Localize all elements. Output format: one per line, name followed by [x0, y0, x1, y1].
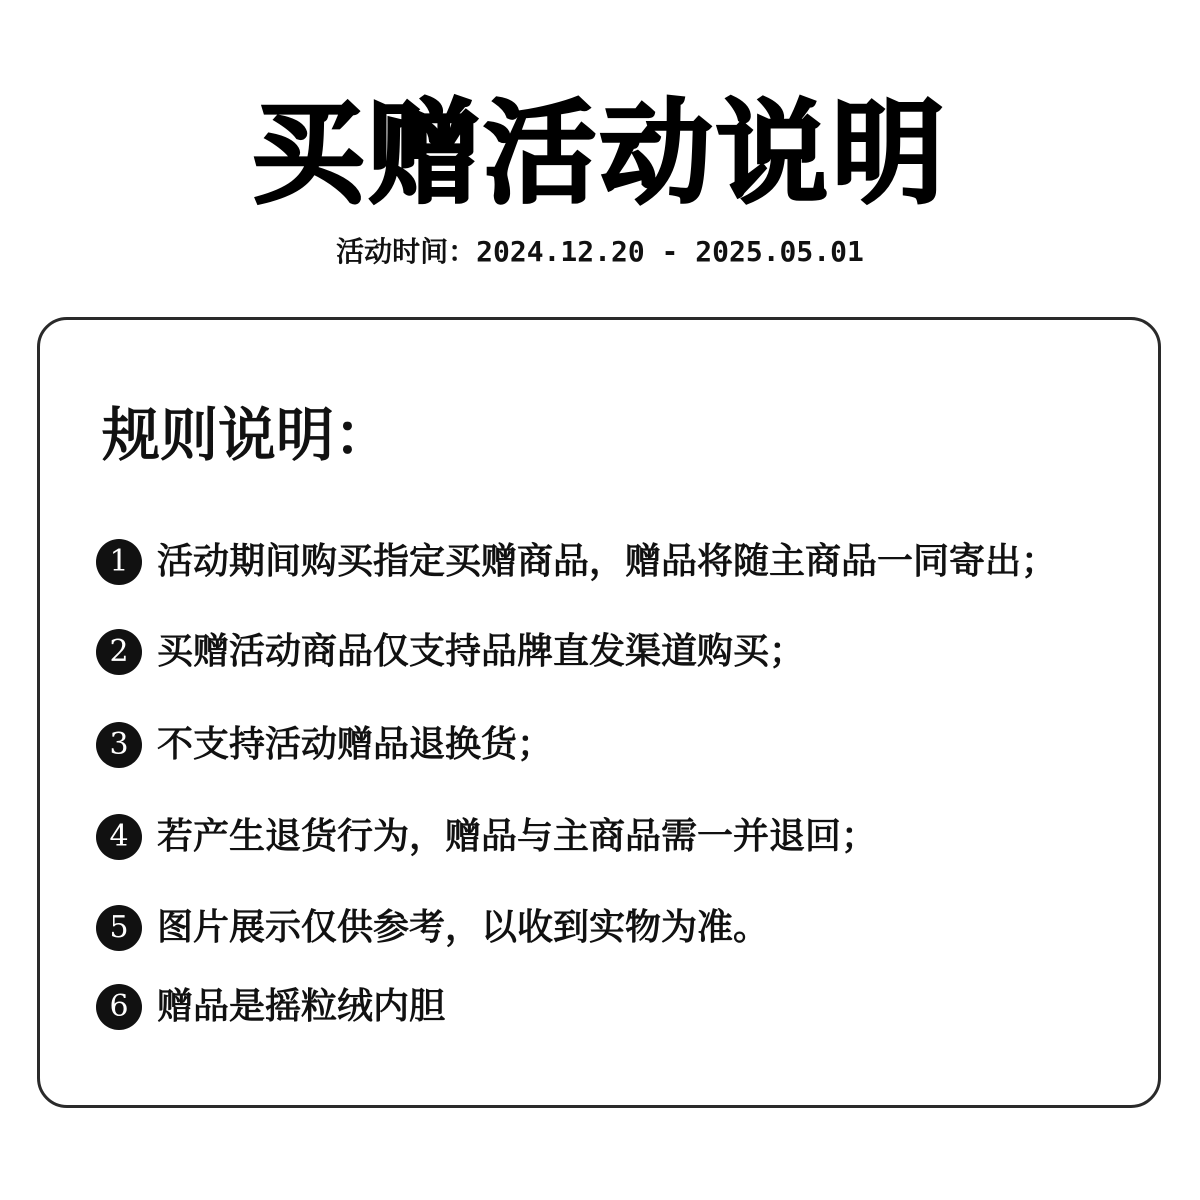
rule-item-4	[96, 812, 877, 862]
number-badge-1: 1	[96, 539, 142, 585]
rule-item-1	[96, 537, 1057, 587]
rule-text-5: 图片展示仅供参考，以收到实物为准。	[157, 907, 770, 948]
number-badge-2: 2	[96, 629, 142, 675]
number-badge-5: 5	[96, 905, 142, 951]
rule-item-3	[96, 720, 553, 770]
number-badge-6: 6	[96, 984, 142, 1030]
rule-text-4: 若产生退货行为，赠品与主商品需一并退回；	[157, 816, 878, 857]
page-title: 买赠活动说明	[252, 89, 948, 219]
rules-heading: 规则说明：	[102, 401, 393, 469]
rule-text-6: 赠品是摇粒绒内胆	[157, 986, 446, 1027]
rule-item-2	[96, 627, 805, 677]
rule-item-5	[96, 903, 769, 953]
activity-period: 活动时间：2024.12.20 - 2025.05.01	[336, 235, 864, 268]
rule-text-3: 不支持活动赠品退换货；	[157, 724, 554, 765]
rule-text-2: 买赠活动商品仅支持品牌直发渠道购买；	[157, 631, 806, 672]
number-badge-3: 3	[96, 722, 142, 768]
rule-item-6	[96, 982, 445, 1032]
rule-text-1: 活动期间购买指定买赠商品，赠品将随主商品一同寄出；	[157, 541, 1058, 582]
number-badge-4: 4	[96, 814, 142, 860]
